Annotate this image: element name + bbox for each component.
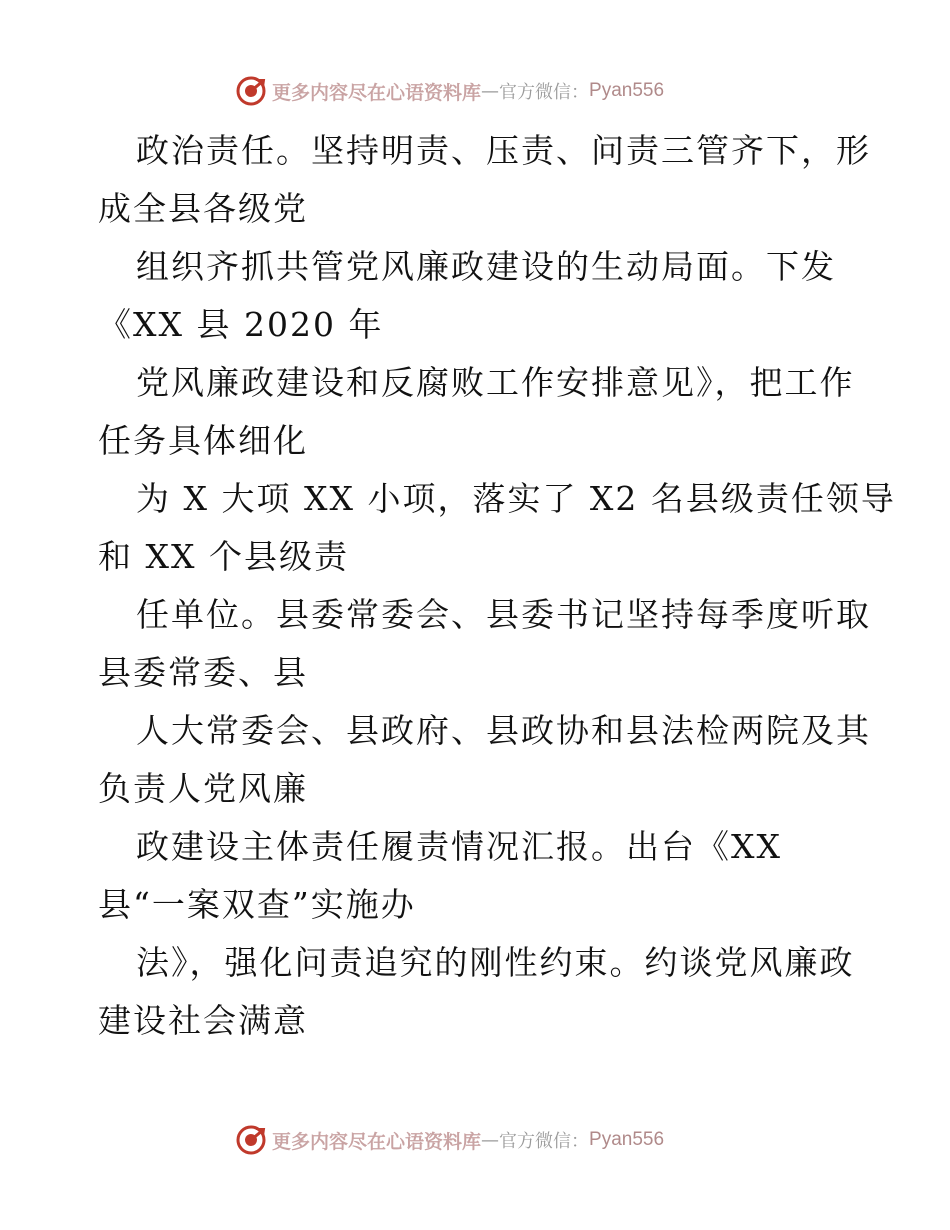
text-line: 县“一案双查”实施办 (98, 885, 416, 924)
header-watermark (236, 74, 664, 108)
text-line: 党风廉政建设和反腐败工作安排意见》，把工作 (136, 363, 855, 402)
watermark-sub-text: 官方微信： (499, 82, 590, 103)
text-line: 任单位。县委常委会、县委书记坚持每季度听取 (136, 595, 871, 634)
text-line: 成全县各级党 (98, 189, 308, 228)
watermark-sub-text: 官方微信： (499, 1131, 590, 1152)
text-line: 县委常委、县 (98, 653, 308, 692)
text-line: 和 XX 个县级责 (98, 537, 349, 576)
text-line: 政治责任。坚持明责、压责、问责三管齐下，形 (136, 131, 871, 170)
watermark-main-text: 更多内容尽在心语资料库 (272, 81, 482, 104)
text-line: 政建设主体责任履责情况汇报。出台《XX (136, 827, 782, 866)
document-body (98, 122, 896, 1050)
watermark-main-text: 更多内容尽在心语资料库 (272, 1130, 482, 1153)
text-line: 为 X 大项 XX 小项，落实了 X2 名县级责任领导 (136, 479, 896, 518)
brand-logo-icon (236, 76, 266, 106)
text-line: 建设社会满意 (98, 1001, 308, 1040)
text-line: 人大常委会、县政府、县政协和县法检两院及其 (136, 711, 871, 750)
paragraph (98, 122, 896, 1050)
text-line: 负责人党风廉 (98, 769, 308, 808)
watermark-wechat-id: Pyan556 (589, 1129, 665, 1150)
watermark-wechat-id: Pyan556 (589, 80, 665, 101)
text-line: 《XX 县 2020 年 (98, 305, 384, 344)
text-line: 任务具体细化 (98, 421, 308, 460)
brand-logo-icon (236, 1125, 266, 1155)
footer-watermark (236, 1123, 664, 1157)
watermark-separator: — (481, 1129, 500, 1151)
text-line: 组织齐抓共管党风廉政建设的生动局面。下发 (136, 247, 836, 286)
text-line: 法》，强化问责追究的刚性约束。约谈党风廉政 (136, 943, 855, 982)
watermark-separator: — (481, 80, 500, 102)
